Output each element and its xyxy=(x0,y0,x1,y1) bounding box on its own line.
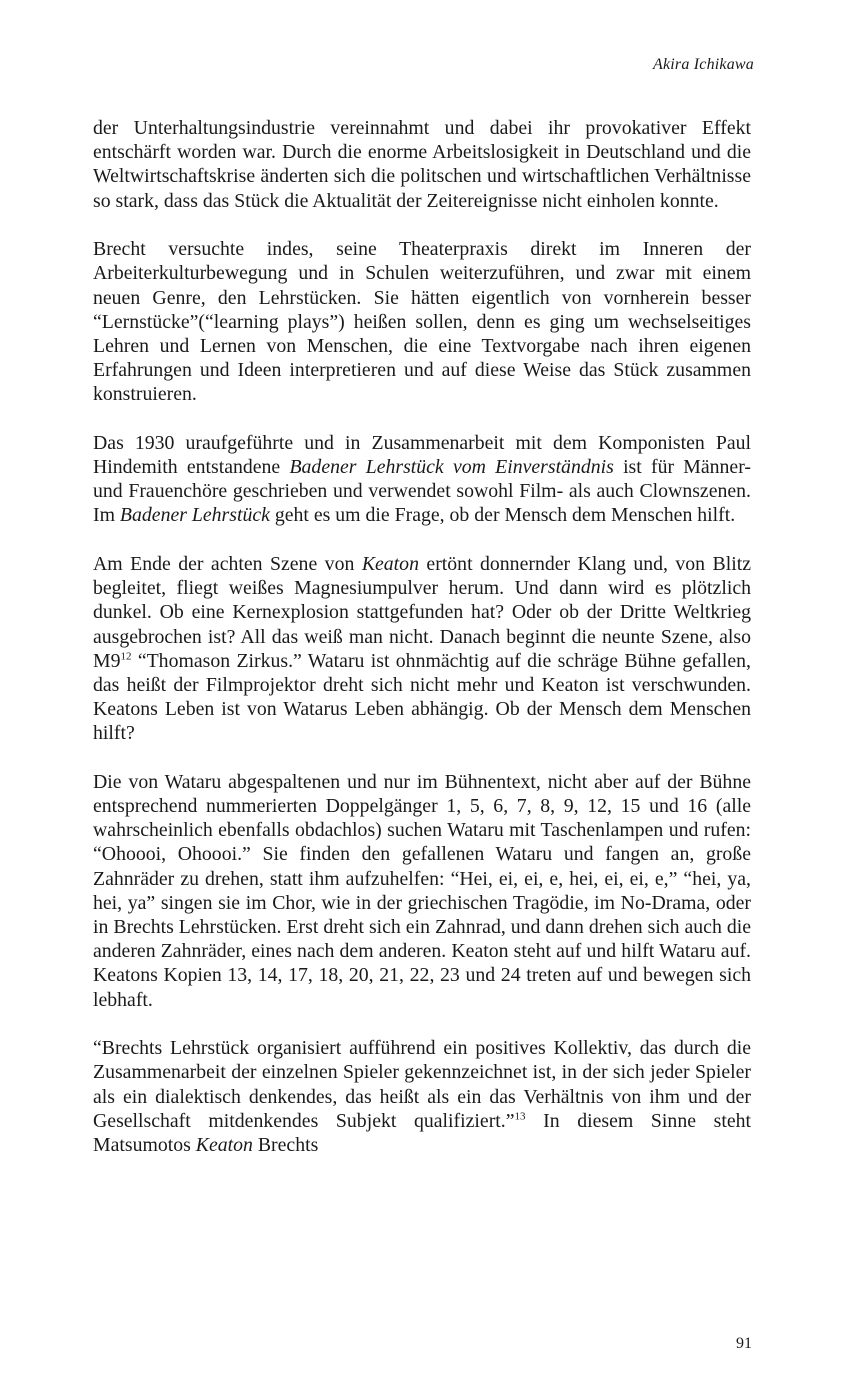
paragraph-4 xyxy=(93,552,751,746)
text-run: “Brechts Lehrstück organisiert aufführend ein positives Kollektiv, das durch die Zusammenarbeit der einzelnen Spieler gekennzeichnet ist, in der sich jeder Spieler als ein dialektisch denkendes, das heißt als ein das Verhältnis von ihm und der Gesellschaft mitdenkendes Subjekt qualifiziert.” xyxy=(93,1037,751,1132)
text-run: Das 1930 uraufgeführte und in Zusammenarbeit mit dem Komponisten Paul Hindemith entstandene xyxy=(93,431,751,479)
text-run: In diesem Sinne steht Matsumotos xyxy=(93,1109,751,1156)
paragraph-6 xyxy=(93,1036,751,1157)
paragraph-1 xyxy=(93,116,751,213)
footnote-ref: 13 xyxy=(514,1110,526,1123)
text-run: Am Ende der achten Szene von xyxy=(93,552,362,575)
italic-title: Keaton xyxy=(195,1134,253,1156)
text-run: Die von Wataru abgespaltenen und nur im Bühnentext, nicht aber auf der Bühne entsprechend nummerierten Doppelgänger 1, 5, 6, 7, 8, 9, 12, 15 und 16 (alle wahrscheinlich ebenfalls obdachlos) suchen Wataru mit Taschenlampen und rufen: “Ohoooi, Ohoooi.” Sie finden den gefallenen Wataru und fangen an, große Zahnräder zu drehen, statt ihm aufzuhelfen: “Hei, ei, ei, e, hei, ei, ei, e,” “hei, ya, hei, ya” singen sie im Chor, wie in der griechischen Tragödie, im No-Drama, oder in Brechts Lehrstücken. Erst dreht sich ein Zahnrad, und dann drehen sich auch die anderen Zahnräder, eines nach dem anderen. Keaton steht auf und hilft Wataru auf. Keatons Kopien 13, 14, 17, 18, 20, 21, 22, 23 und 24 treten auf und bewegen sich lebhaft. xyxy=(93,770,751,1011)
footnote-ref: 12 xyxy=(120,650,132,663)
paragraph-2 xyxy=(93,237,751,406)
page-number: 91 xyxy=(736,1335,752,1352)
text-run: ist für Männer- und Frauenchöre geschrieben und verwendet sowohl Film- als auch Clownszenen. Im xyxy=(93,456,751,527)
text-run: Brecht versuchte indes, seine Theaterpraxis direkt im Inneren der Arbeiterkulturbewegung und in Schulen weiterzuführen, und zwar mit einem neuen Genre, den Lehrstücken. Sie hätten eigentlich von vornherein besser “Lernstücke”(“learning plays”) heißen sollen, denn es ging um wechselseitiges Lehren und Lernen von Menschen, die eine Textvorgabe nach ihren eigenen Erfahrungen und Ideen interpretieren und auf diese Weise das Stück zusammen konstruieren. xyxy=(93,238,751,406)
italic-title: Keaton xyxy=(361,552,419,575)
italic-title: Badener Lehrstück vom Einverständnis xyxy=(289,456,614,479)
paragraph-3 xyxy=(93,431,751,528)
running-head-author: Akira Ichikawa xyxy=(653,56,754,73)
body-text xyxy=(93,116,751,1157)
text-run: Brechts xyxy=(252,1134,319,1156)
text-run: geht es um die Frage, ob der Mensch dem Menschen hilft. xyxy=(269,504,736,527)
paragraph-5 xyxy=(93,770,751,1012)
text-run: “Thomason Zirkus.” Wataru ist ohnmächtig auf die schräge Bühne gefallen, das heißt der Filmprojektor dreht sich nicht mehr und Keaton ist verschwunden. Keatons Leben ist von Watarus Leben abhängig. Ob der Mensch dem Menschen hilft? xyxy=(93,649,751,745)
italic-title: Badener Lehrstück xyxy=(119,504,270,527)
text-run: ertönt donnernder Klang und, von Blitz begleitet, fliegt weißes Magnesiumpulver herum. Und dann wird es plötzlich dunkel. Ob eine Kernexplosion stattgefunden hat? Oder ob der Dritte Weltkrieg ausgebrochen ist? All das weiß man nicht. Danach beginnt die neunte Szene, also M9 xyxy=(93,552,751,672)
text-run: der Unterhaltungsindustrie vereinnahmt und dabei ihr provokativer Effekt entschärft worden war. Durch die enorme Arbeitslosigkeit in Deutschland und die Weltwirtschaftskrise änderten sich die politschen und wirtschaftlichen Verhältnisse so stark, dass das Stück die Aktualität der Zeitereignisse nicht einholen konnte. xyxy=(93,117,751,212)
